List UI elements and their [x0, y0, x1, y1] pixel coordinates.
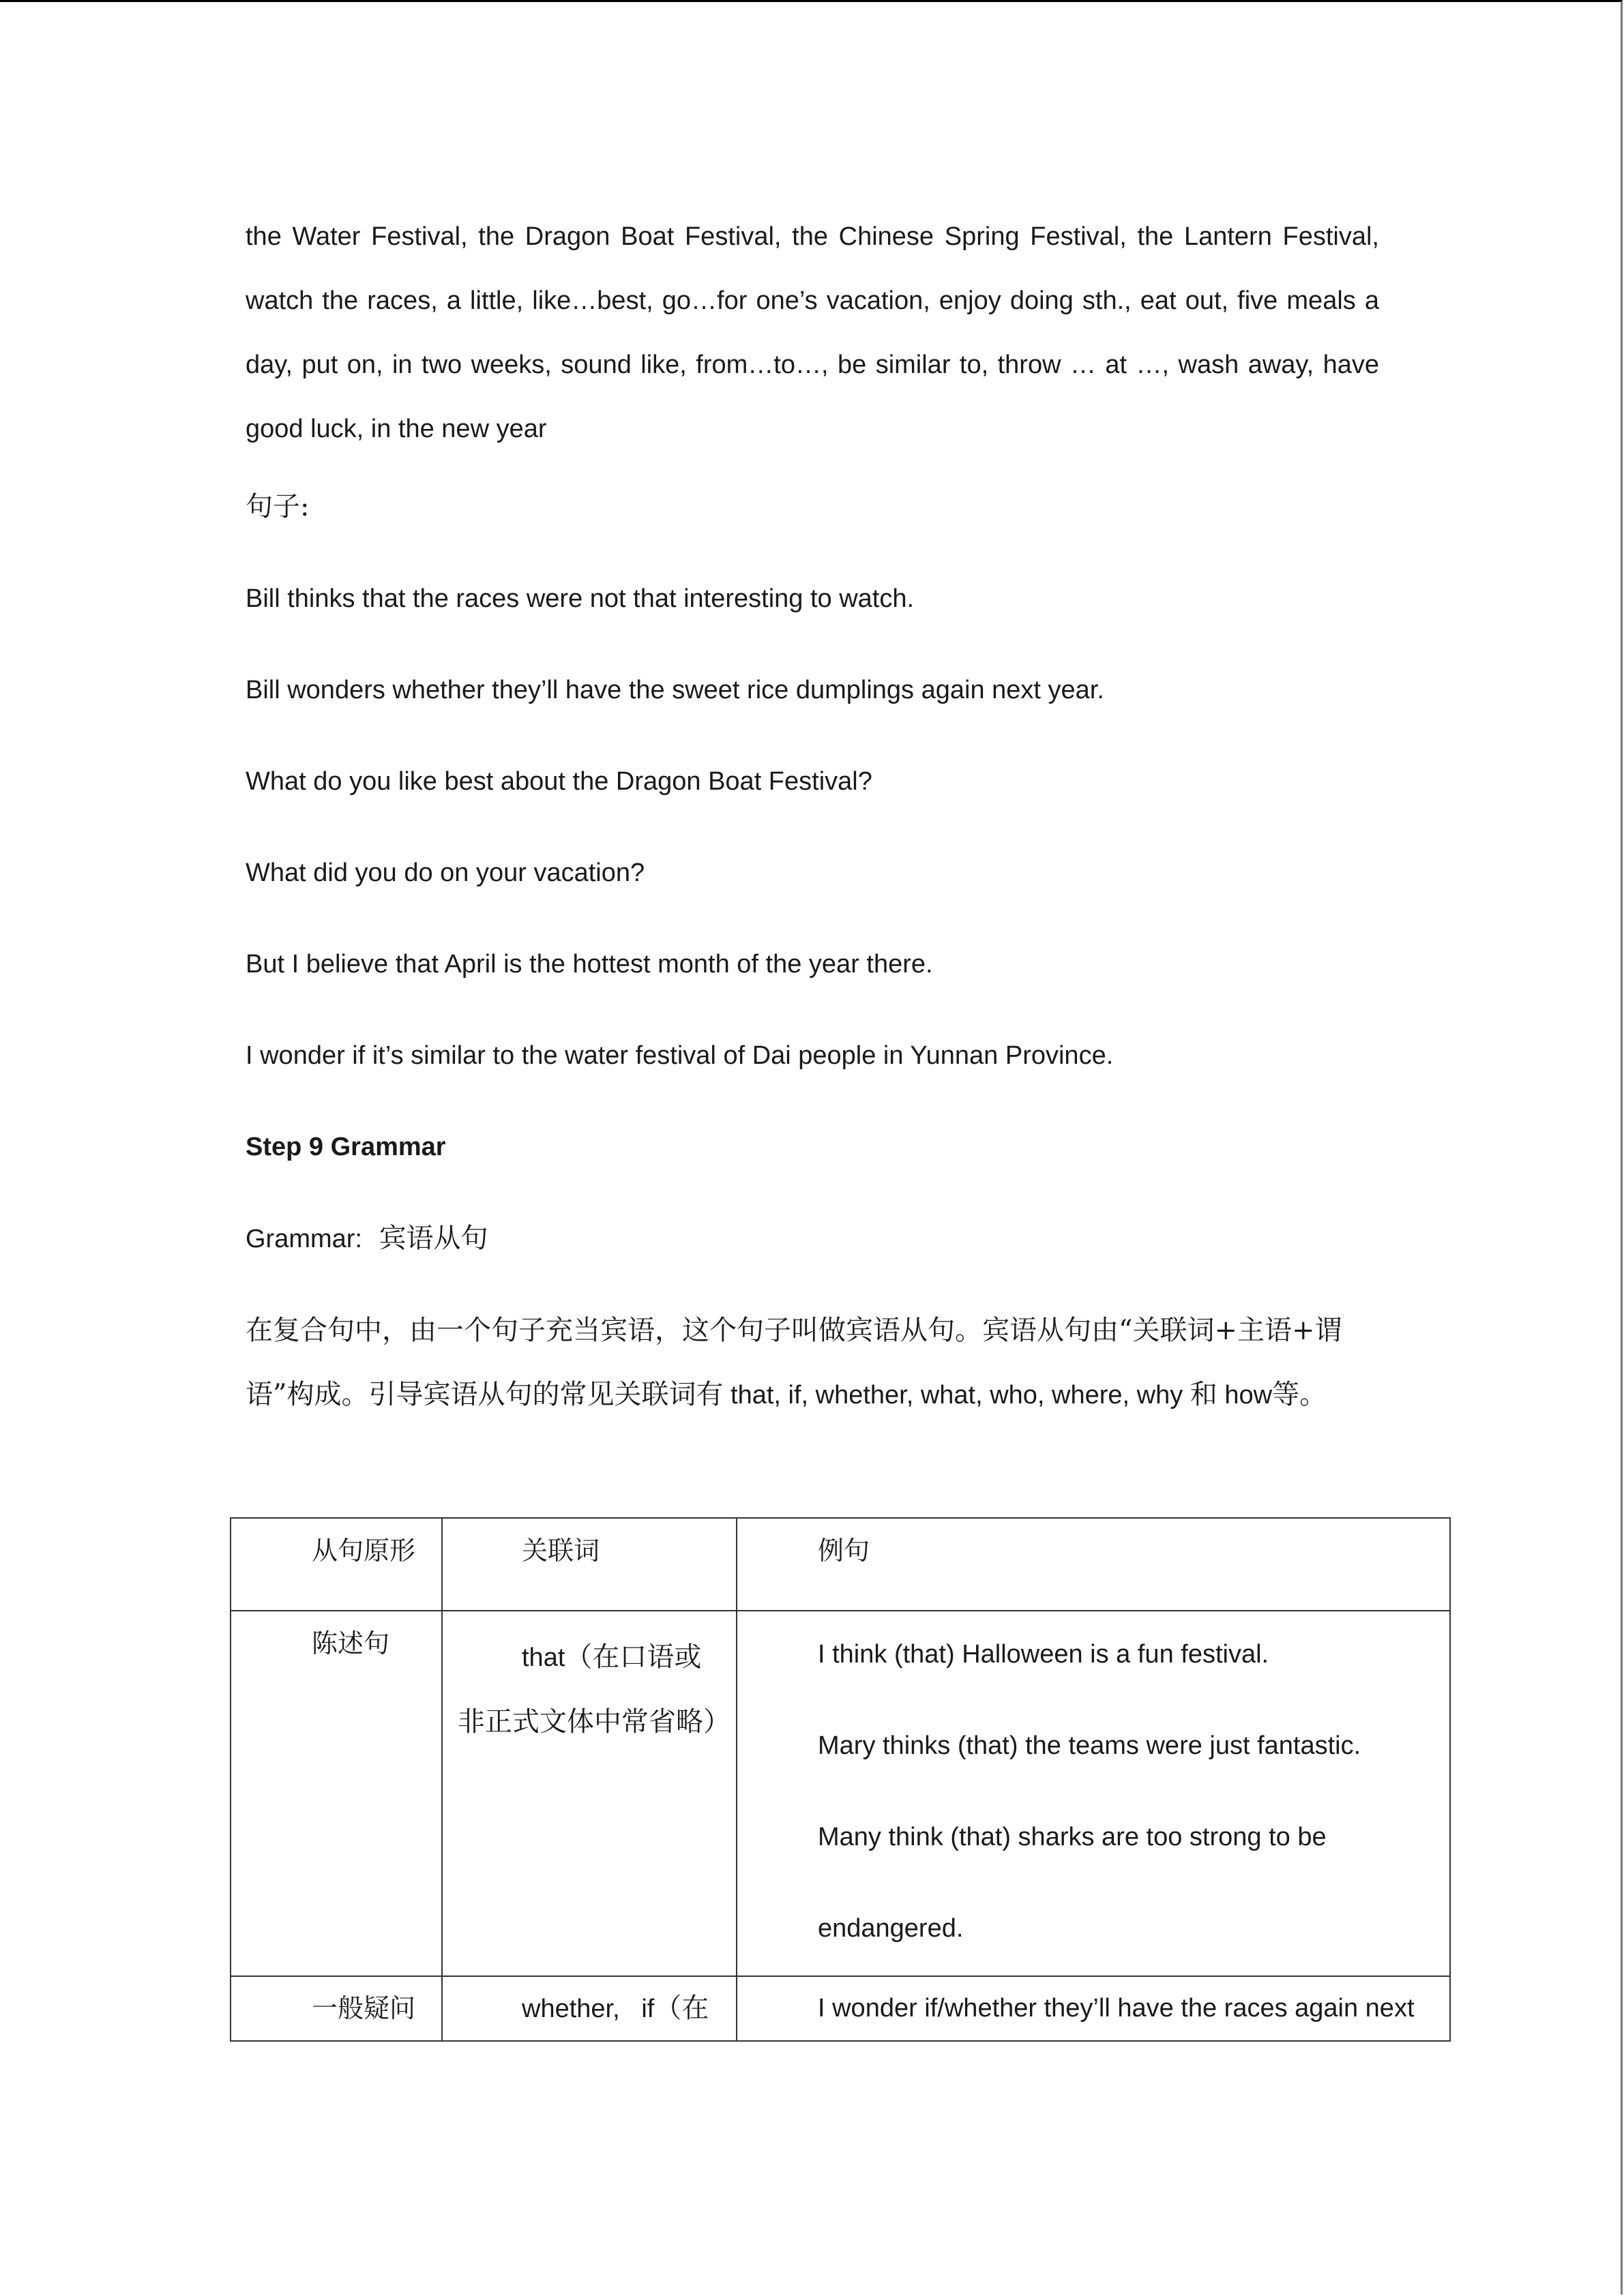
grammar-line: [246, 1193, 1379, 1285]
example-sentence: Mary thinks (that) the teams were just fantastic.: [818, 1731, 1361, 1760]
sentences-label-text: 句子:: [246, 491, 310, 522]
intro-part-3: 等。: [1272, 1379, 1327, 1410]
sentence-3: What do you like best about the Dragon Boat Festival?: [246, 767, 872, 796]
connective-word: whether, if: [522, 1995, 655, 2023]
header-clause-form: 从句原形: [231, 1518, 442, 1611]
table-row: [231, 1611, 1450, 1976]
sentence-5: But I believe that April is the hottest month of the year there.: [246, 950, 933, 979]
sentence-6: I wonder if it’s similar to the water festival of Dai people in Yunnan Province.: [246, 1041, 1114, 1070]
sentence-2: Bill wonders whether they’ll have the sweet rice dumplings again next year.: [246, 676, 1104, 704]
example-cell: [737, 1611, 1450, 1976]
intro-part-2: 和: [1190, 1379, 1217, 1410]
connective-cell: [442, 1976, 737, 2041]
connective-note: （在口语或非正式文体中常省略）: [458, 1641, 730, 1738]
header-connective: 关联词: [442, 1518, 737, 1611]
document-body: [246, 205, 1379, 1427]
step-heading: Step 9 Grammar: [246, 1133, 446, 1161]
table-row: [231, 1976, 1450, 2041]
connective-cell: [442, 1611, 737, 1976]
clause-form-cell: 一般疑问: [231, 1976, 442, 2041]
table-header-row: [231, 1518, 1450, 1611]
grammar-intro: [246, 1298, 1379, 1427]
phrases-paragraph: the Water Festival, the Dragon Boat Festival, the Chinese Spring Festival, the Lantern Festival, watch the races, a little, like…best, go…for one’s vacation, enjoy doing sth., eat out, five meals a day, put on, in two weeks, sound like, from…to…, be similar to, throw … at …, wash away, have good luck, in the new year: [246, 222, 1379, 443]
sentence-1: Bill thinks that the races were not that interesting to watch.: [246, 584, 915, 613]
grammar-topic: 宾语从句: [379, 1223, 488, 1254]
header-example: 例句: [737, 1518, 1450, 1611]
example-sentence: I think (that) Halloween is a fun festival.: [818, 1640, 1269, 1669]
intro-how: how: [1217, 1381, 1273, 1410]
grammar-table: [230, 1517, 1451, 2042]
sentence-4: What did you do on your vacation?: [246, 859, 645, 887]
example-sentence: I wonder if/whether they’ll have the races again next: [818, 1994, 1415, 2023]
example-sentence: Many think (that) sharks are too strong to be endangered.: [818, 1823, 1327, 1943]
grammar-label: Grammar:: [246, 1225, 362, 1253]
sentences-label: [246, 461, 1379, 553]
connective-note: （在: [654, 1993, 709, 2024]
intro-connectives: that, if, whether, what, who, where, why: [723, 1381, 1190, 1410]
intro-part-1: 在复合句中，由一个句子充当宾语，这个句子叫做宾语从句。宾语从句由“关联词+主语+谓语”构成。引导宾语从句的常见关联词有: [246, 1315, 1342, 1410]
example-cell: [737, 1976, 1450, 2041]
clause-form-cell: 陈述句: [231, 1611, 442, 1976]
connective-word: that: [522, 1643, 565, 1672]
